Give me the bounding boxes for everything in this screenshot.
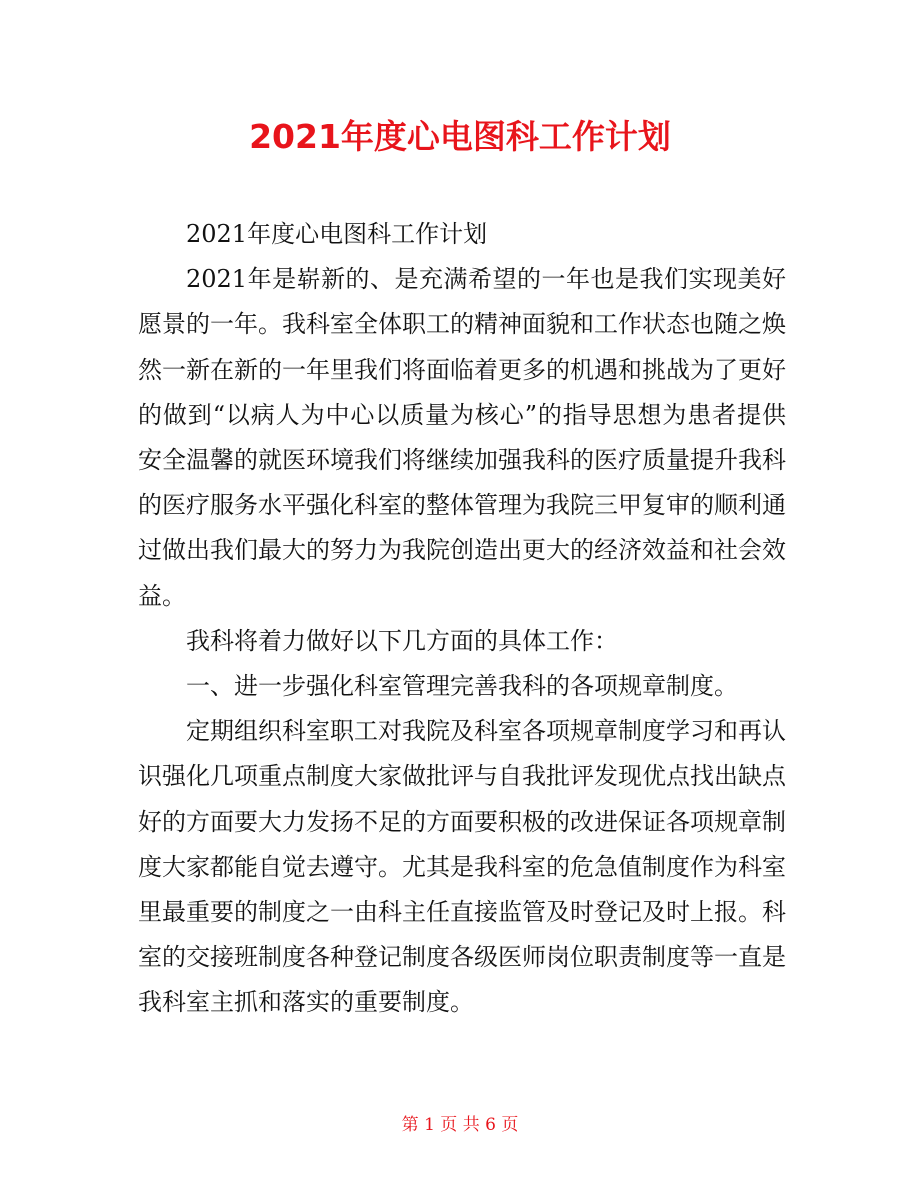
paragraph-section-one-heading: 一、进一步强化科室管理完善我科的各项规章制度。: [186, 672, 738, 701]
paragraph-section-one-body: 定期组织科室职工对我院及科室各项规章制度学习和再认识强化几项重点制度大家做批评与自我批评发现优点找出缺点好的方面要大力发扬不足的方面要积极的改进保证各项规章制度大家都能自觉去遵守。尤其是我科室的危急值制度作为科室里最重要的制度之一由科主任直接监管及时登记及时上报。科室的交接班制度各种登记制度各级医师岗位职责制度等一直是我科室主抓和落实的重要制度。: [138, 717, 786, 1017]
paragraph-intro: 2021年是崭新的、是充满希望的一年也是我们实现美好愿景的一年。我科室全体职工的精神面貌和工作状态也随之焕然一新在新的一年里我们将面临着更多的机遇和挑战为了更好的做到“以病人为中心以质量为核心”的指导思想为患者提供安全温馨的就医环境我们将继续加强我科的医疗质量提升我科的医疗服务水平强化科室的整体管理为我院三甲复审的顺利通过做出我们最大的努力为我院创造出更大的经济效益和社会效益。: [138, 265, 786, 610]
paragraph-work-plan-lead: 我科将着力做好以下几方面的具体工作：: [186, 626, 618, 655]
paragraph-heading: 2021年度心电图科工作计划: [186, 220, 488, 248]
document-title: 2021年度心电图科工作计划: [249, 117, 671, 156]
page-number-footer: 第 1 页 共 6 页: [401, 1115, 519, 1135]
document-body: [138, 212, 786, 1026]
